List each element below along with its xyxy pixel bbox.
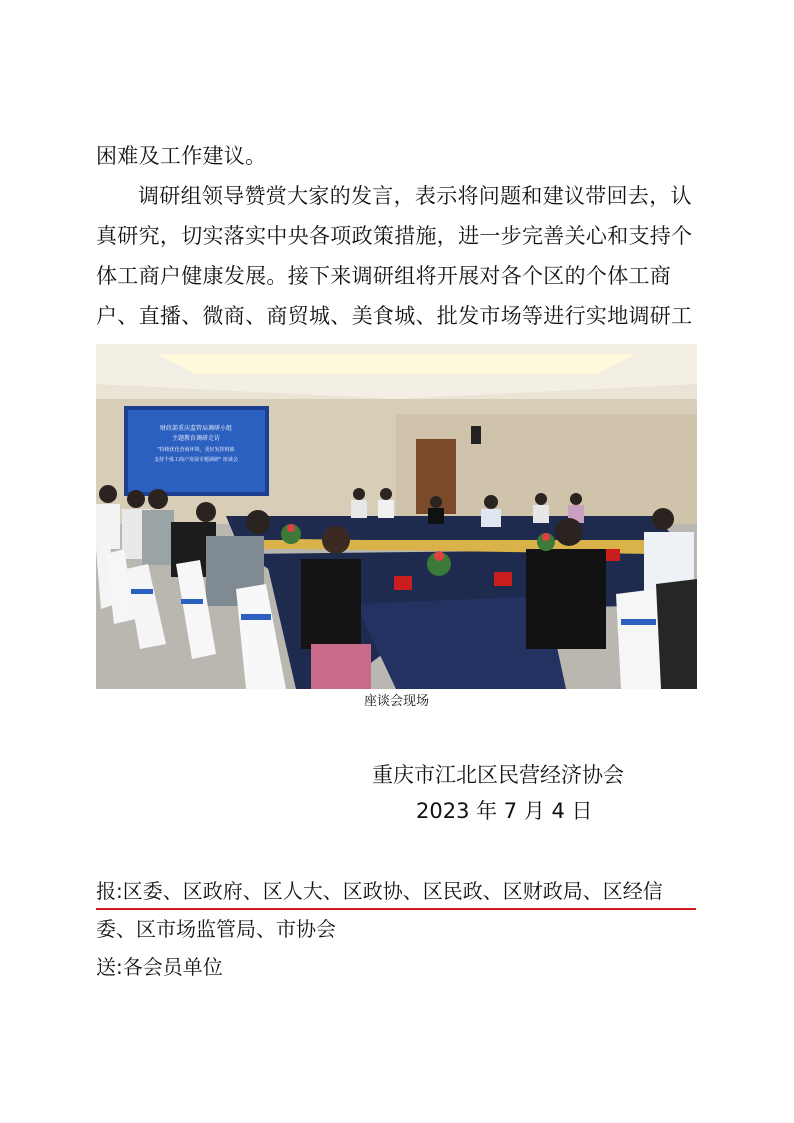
- report-recipients-line2: 委、区市场监管局、市协会: [96, 917, 336, 941]
- report-label: 报:: [96, 879, 123, 903]
- send-label: 送:: [96, 955, 123, 979]
- screen-line-3: "持续优化营商环境，更好发挥财政: [157, 447, 235, 453]
- send-to-block: [96, 948, 223, 986]
- screen-line-2: 主题教育调研走访: [171, 435, 221, 442]
- report-to-block: [96, 872, 700, 948]
- paragraph-continuation: 困难及工作建议。: [96, 144, 267, 168]
- signature-organization: 重庆市江北区民营经济协会: [372, 763, 624, 787]
- send-recipients: 各会员单位: [122, 955, 223, 979]
- photo-caption: 座谈会现场: [363, 694, 429, 709]
- screen-line-4: 支持个体工商户发展专题调研" 座谈会: [154, 457, 238, 463]
- report-recipients-line1: 区委、区政府、区人大、区政协、区民政、区财政局、区经信: [122, 879, 663, 903]
- screen-line-1: 财政部重庆监管局调研小组: [159, 425, 233, 432]
- red-divider-rule: [96, 908, 696, 910]
- meeting-photo: [96, 344, 697, 689]
- paragraph-main: 调研组领导赞赏大家的发言，表示将问题和建议带回去，认真研究，切实落实中央各项政策措施，进一步完善关心和支持个体工商户健康发展。接下来调研组将开展对各个区的个体工商户、直播、微商、商贸城、美食城、批发市场等进行实地调研工: [96, 184, 693, 328]
- report-line-1: [96, 872, 700, 910]
- signature-date: 2023 年 7 月 4 日: [416, 799, 593, 823]
